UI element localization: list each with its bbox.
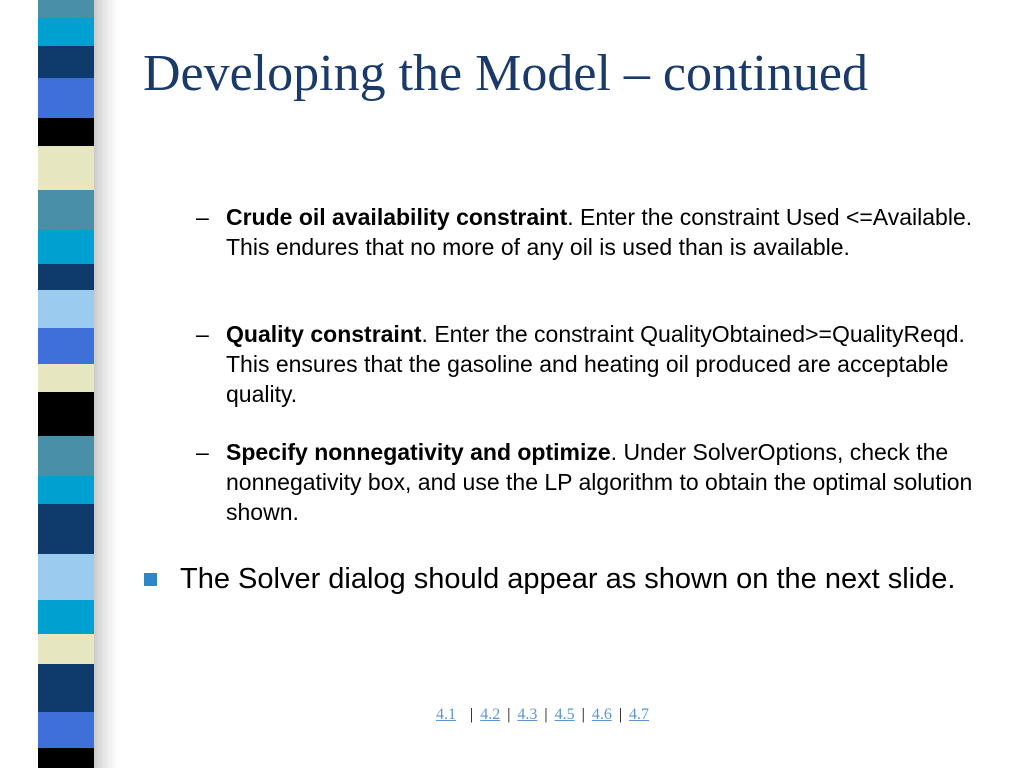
sub-item-bold: Specify nonnegativity and optimize [226,439,611,465]
square-bullet-icon [144,573,157,586]
footer-separator: | [544,706,548,723]
sub-item-text: . Under SolverOptions, check the nonnegativity box, and use the LP algorithm to obtain the optimal solution shown. [226,439,973,525]
footer-link-4-1[interactable]: 4.1 [436,706,456,723]
footer-link-4-7[interactable]: 4.7 [629,706,650,723]
dash-marker: – [196,439,209,465]
slide-title: Developing the Model – continued [143,45,868,102]
sub-item-nonnegativity [196,437,996,527]
footer-link-4-5[interactable]: 4.5 [554,706,575,723]
main-bullet-text: The Solver dialog should appear as shown on the next slide. [180,563,956,595]
footer-separator: | [581,706,585,723]
sub-item-crude-oil [196,202,996,262]
stripe-block [38,712,94,748]
sub-item-text: . Enter the constraint QualityObtained>=QualityReqd. This ensures that the gasoline and heating oil produced are acceptable quality. [226,321,965,407]
sub-item-quality [196,319,996,409]
footer-separator: | [618,706,623,723]
stripe-block [38,748,94,768]
footer-separator: | [507,706,511,723]
main-bullet [144,562,1004,596]
footer-link-4-2[interactable]: 4.2 [480,706,501,723]
footer-link-4-3[interactable]: 4.3 [517,706,538,723]
sub-item-text: . Enter the constraint Used <=Available. This endures that no more of any oil is used than is available. [226,204,973,260]
footer-separator: | [470,706,474,723]
sub-item-bold: Crude oil availability constraint [226,204,568,230]
dash-marker: – [196,321,209,347]
footer-nav [436,706,836,724]
dash-marker: – [196,204,209,230]
footer-link-4-6[interactable]: 4.6 [591,706,612,723]
sub-item-bold: Quality constraint [226,321,422,347]
